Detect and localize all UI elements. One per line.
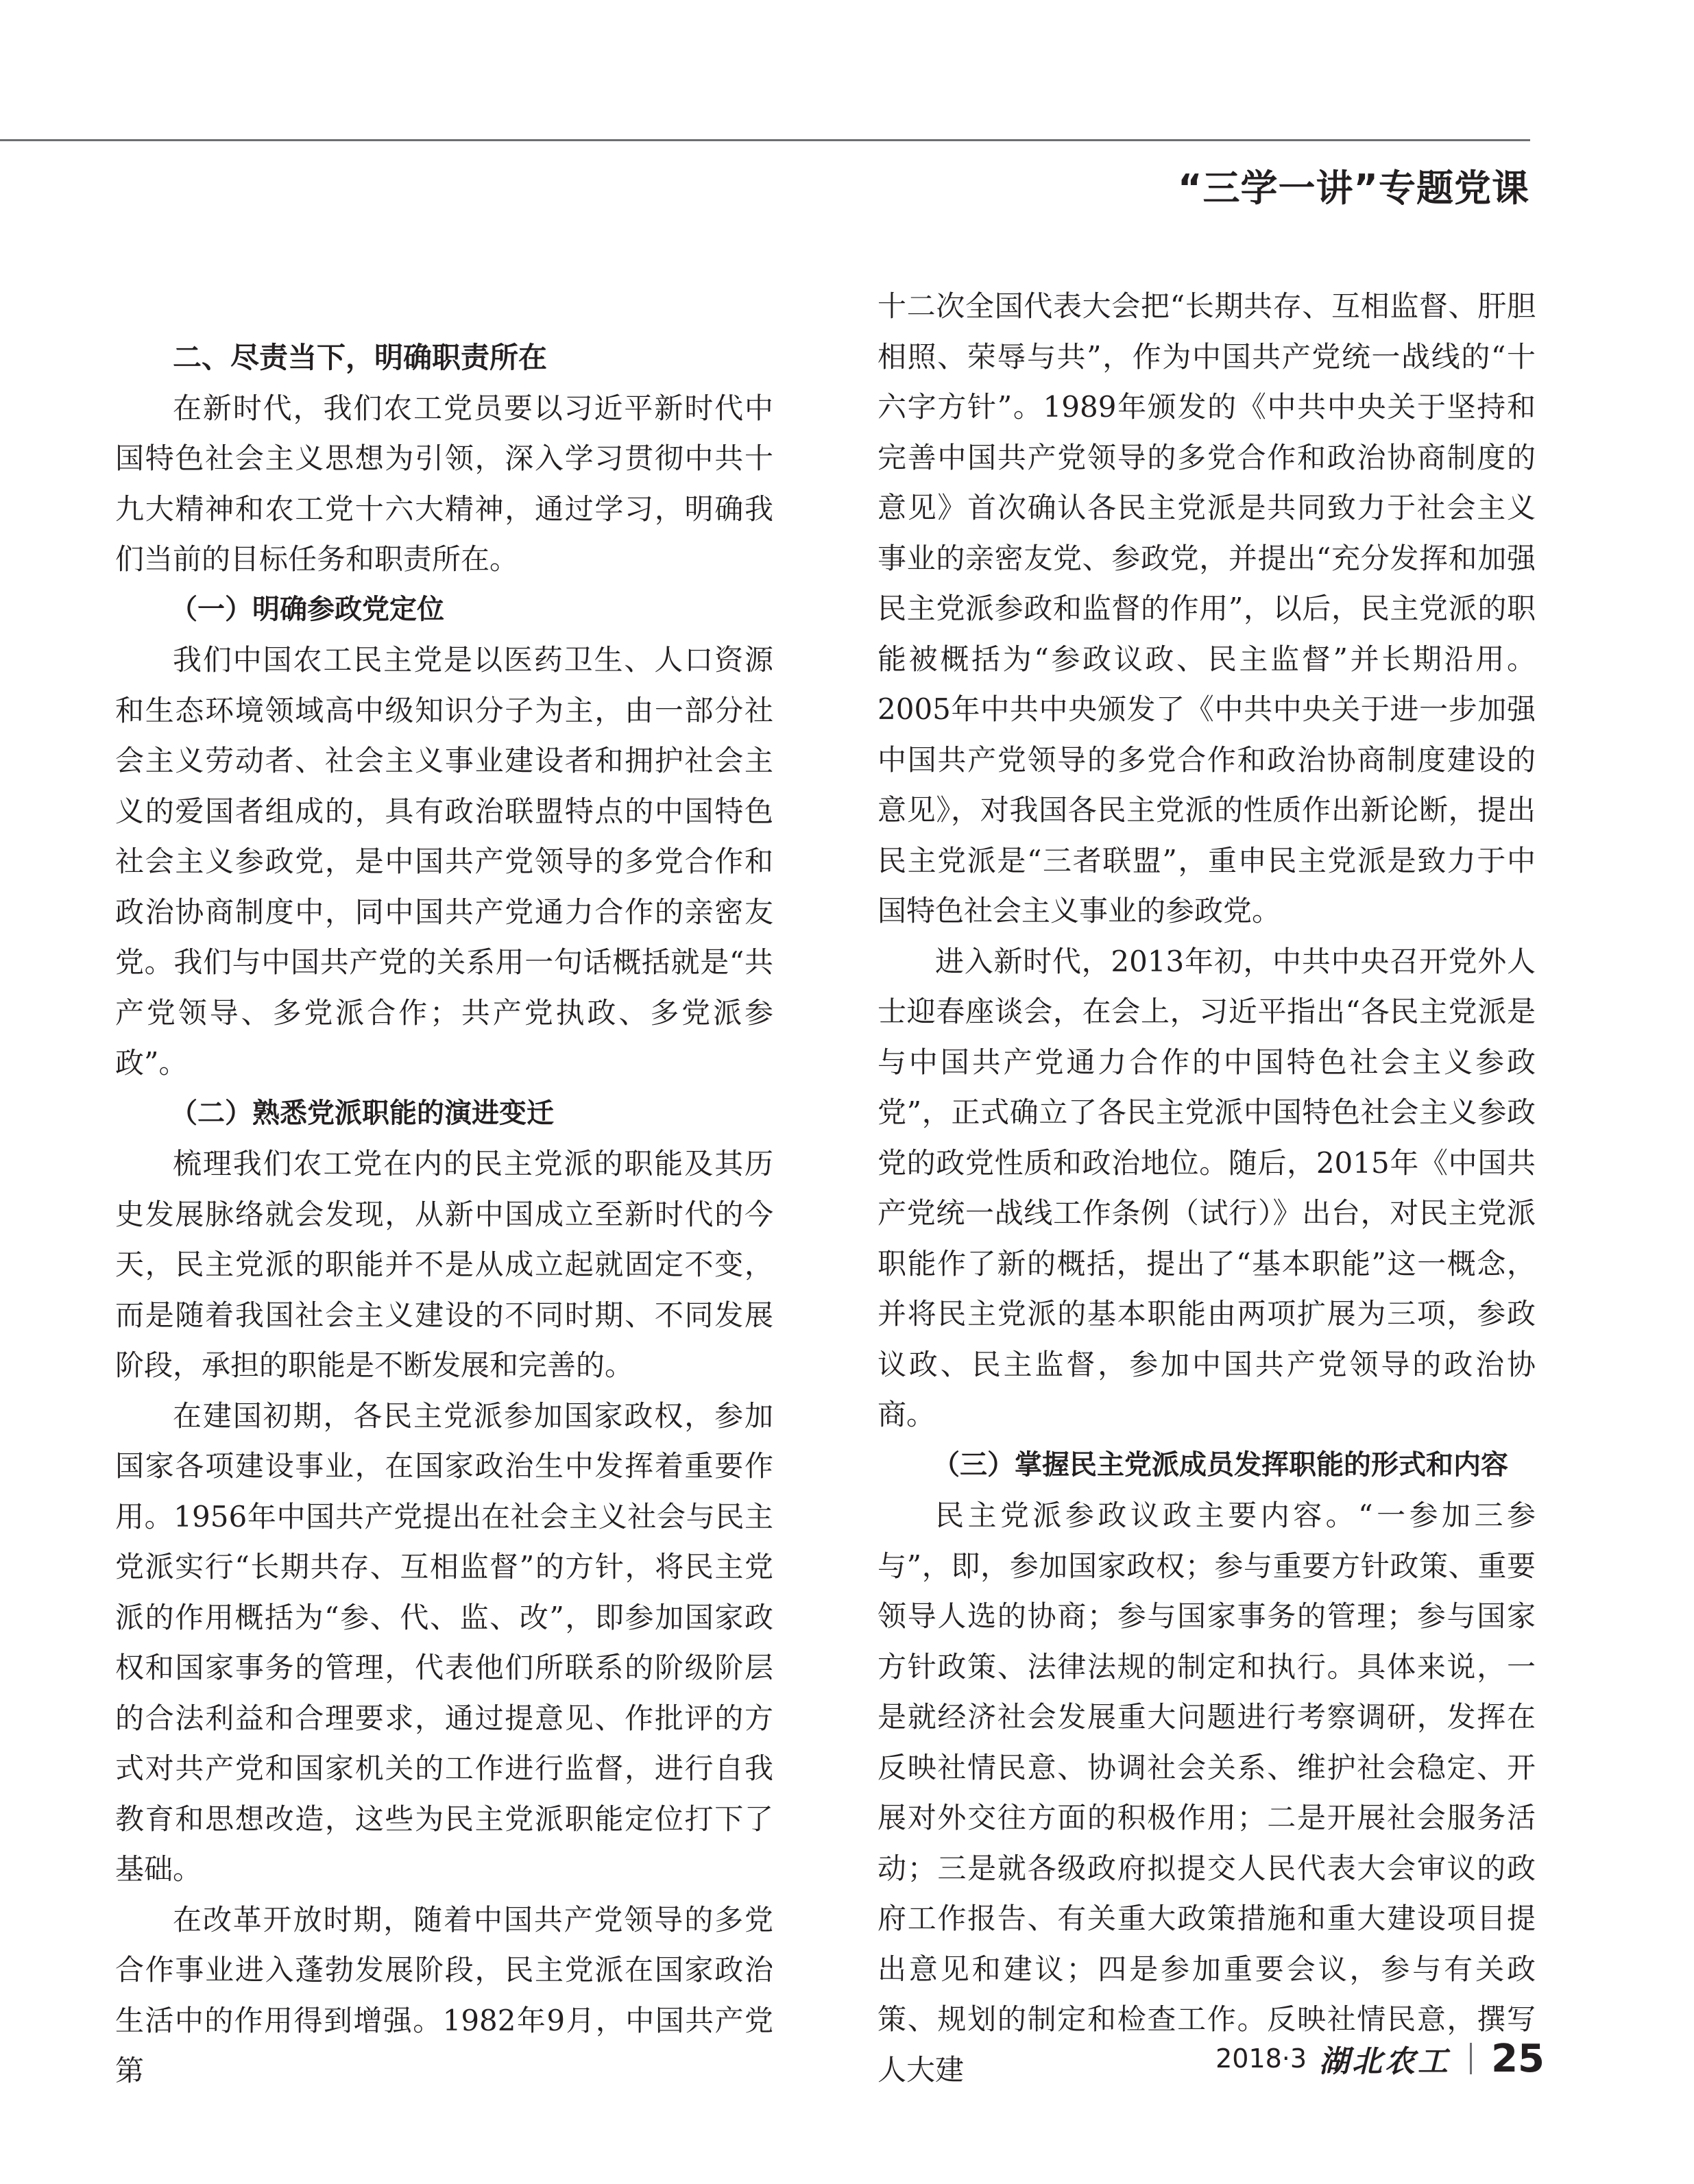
- footer-divider: [1470, 2043, 1472, 2074]
- paragraph: 进入新时代，2013年初，中共中央召开党外人士迎春座谈会，在会上，习近平指出“各民主党派是与中国共产党通力合作的中国特色社会主义参政党”，正式确立了各民主党派中国特色社会主义参政党的政党性质和政治地位。随后，2015年《中国共产党统一战线工作条例（试行）》出台，对民主党派职能作了新的概括，提出了“基本职能”这一概念，并将民主党派的基本职能由两项扩展为三项，参政议政、民主监督，参加中国共产党领导的政治协商。: [878, 944, 1536, 1431]
- paragraph: 梳理我们农工党在内的民主党派的职能及其历史发展脉络就会发现，从新中国成立至新时代的今天，民主党派的职能并不是从成立起就固定不变，而是随着我国社会主义建设的不同时期、不同发展阶段，承担的职能是不断发展和完善的。: [115, 1147, 773, 1382]
- paragraph: 在新时代，我们农工党员要以习近平新时代中国特色社会主义思想为引领，深入学习贯彻中共十九大精神和农工党十六大精神，通过学习，明确我们当前的目标任务和职责所在。: [115, 391, 773, 576]
- left-column: [115, 332, 773, 2096]
- paragraph-continued: 十二次全国代表大会把“长期共存、互相监督、肝胆相照、荣辱与共”，作为中国共产党统一战线的“十六字方针”。1989年颁发的《中共中央关于坚持和完善中国共产党领导的多党合作和政治协商制度的意见》首次确认各民主党派是共同致力于社会主义事业的亲密友党、参政党，并提出“充分发挥和加强民主党派参政和监督的作用”，以后，民主党派的职能被概括为“参政议政、民主监督”并长期沿用。2005年中共中央颁发了《中共中央关于进一步加强中国共产党领导的多党合作和政治协商制度建设的意见》，对我国各民主党派的性质作出新论断，提出民主党派是“三者联盟”，重申民主党派是致力于中国特色社会主义事业的参政党。: [878, 289, 1536, 927]
- paragraph: 我们中国农工民主党是以医药卫生、人口资源和生态环境领域高中级知识分子为主，由一部分社会主义劳动者、社会主义事业建设者和拥护社会主义的爱国者组成的，具有政治联盟特点的中国特色社会主义参政党，是中国共产党领导的多党合作和政治协商制度中，同中国共产党通力合作的亲密友党。我们与中国共产党的关系用一句话概括就是“共产党领导、多党派合作；共产党执政、多党派参政”。: [115, 643, 773, 1080]
- magazine-name: 湖北农工: [1319, 2044, 1451, 2079]
- page-footer: [1215, 2035, 1545, 2083]
- paragraph: 在建国初期，各民主党派参加国家政权，参加国家各项建设事业，在国家政治生中发挥着重要作用。1956年中国共产党提出在社会主义社会与民主党派实行“长期共存、互相监督”的方针，将民主党派的作用概括为“参、代、监、改”，即参加国家政权和国家事务的管理，代表他们所联系的阶级阶层的合法利益和合理要求，通过提意见、作批评的方式对共产党和国家机关的工作进行监督，进行自我教育和思想改造，这些为民主党派职能定位打下了基础。: [115, 1398, 773, 1886]
- paragraph: 在改革开放时期，随着中国共产党领导的多党合作事业进入蓬勃发展阶段，民主党派在国家政治生活中的作用得到增强。1982年9月，中国共产党第: [115, 1902, 773, 2087]
- subsection-heading: （三）掌握民主党派成员发挥职能的形式和内容: [932, 1448, 1508, 1481]
- subsection-heading: （一）明确参政党定位: [170, 593, 444, 625]
- section-header: “三学一讲”专题党课: [1178, 167, 1529, 210]
- paragraph: 民主党派参政议政主要内容。“一参加三参与”，即，参加国家政权；参与重要方针政策、重要领导人选的协商；参与国家事务的管理；参与国家方针政策、法律法规的制定和执行。具体来说，一是就经济社会发展重大问题进行考察调研，发挥在反映社情民意、协调社会关系、维护社会稳定、开展对外交往方面的积极作用；二是开展社会服务活动；三是就各级政府拟提交人民代表大会审议的政府工作报告、有关重大政策措施和重大建设项目提出意见和建议；四是参加重要会议，参与有关政策、规划的制定和检查工作。反映社情民意，撰写人大建: [878, 1499, 1536, 2087]
- header-rule: [0, 139, 1530, 141]
- subsection-heading: （二）熟悉党派职能的演进变迁: [170, 1097, 554, 1129]
- right-column: [878, 281, 1536, 2095]
- page-number: 25: [1491, 2036, 1545, 2081]
- section-heading: 二、尽责当下，明确职责所在: [173, 341, 548, 374]
- issue-number: 2018·3: [1215, 2043, 1307, 2074]
